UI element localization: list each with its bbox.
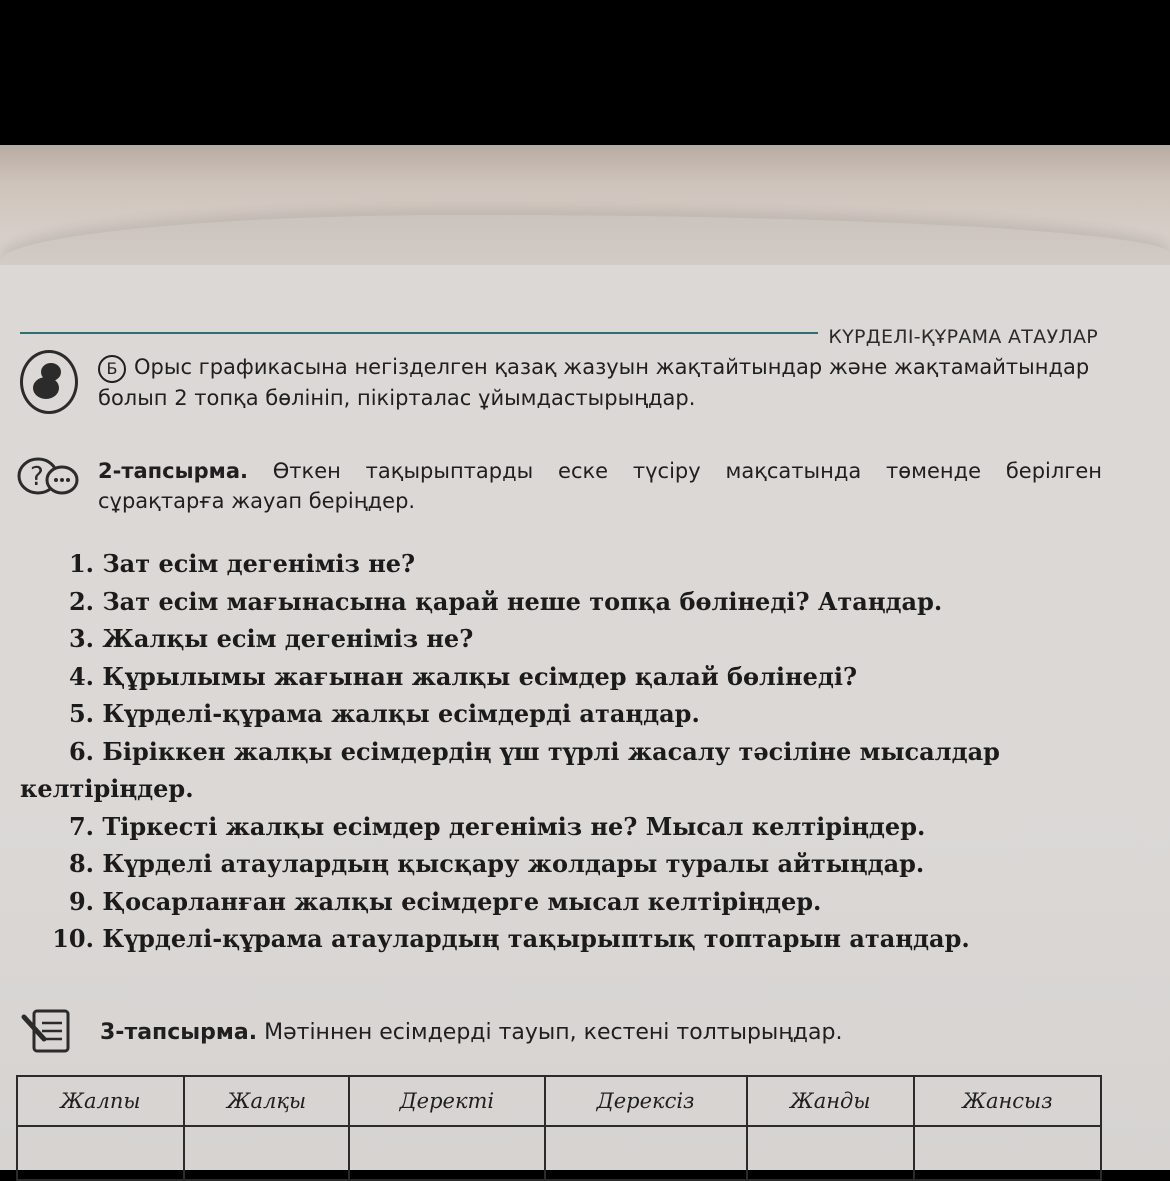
table-cell (17, 1126, 184, 1180)
question-list (20, 545, 1102, 958)
svg-text:?: ? (30, 462, 44, 492)
list-item: 3. Жалқы есім дегеніміз не? (68, 624, 474, 653)
table-cell (184, 1126, 349, 1180)
discussion-icon (20, 350, 78, 414)
task-2-text: Өткен тақырыптарды еске түсіру мақсатында төменде берілген сұрақтарға жауап беріңдер. (98, 459, 1102, 513)
table-header-row (17, 1076, 1101, 1126)
list-item: 1. Зат есім дегеніміз не? (68, 549, 416, 578)
classification-table (16, 1075, 1102, 1181)
task-2 (98, 456, 1102, 516)
task-3 (100, 1018, 1000, 1048)
list-item-continuation: келтіріңдер. (20, 774, 194, 803)
list-item: 9. Қосарланған жалқы есімдерге мысал келтіріңдер. (68, 886, 822, 916)
table-cell (545, 1126, 747, 1180)
task-3-label: 3-тапсырма. (100, 1020, 258, 1045)
table-header-cell: Жансыз (914, 1076, 1101, 1126)
table-header-cell: Жалпы (17, 1076, 184, 1126)
part-marker: Б (98, 355, 126, 383)
part-b-paragraph (98, 352, 1108, 413)
part-b-text: Орыс графикасына негізделген қазақ жазуын жақтайтындар және жақтамайтындар болып 2 топқа бөлініп, пікірталас ұйымдастырыңдар. (98, 355, 1090, 410)
notebook-pencil-icon (20, 1005, 72, 1057)
list-item: 10. Күрделі-құрама атаулардың тақырыптық топтарын атаңдар. (52, 924, 970, 953)
list-item: 6. Біріккен жалқы есімдердің үш түрлі жасалу тәсіліне мысалдар (68, 736, 1000, 766)
table-header-cell: Жалқы (184, 1076, 349, 1126)
list-item: 5. Күрделі-құрама жалқы есімдерді атаңдар. (68, 699, 700, 728)
table-header-cell: Жанды (747, 1076, 914, 1126)
table-header-cell: Дерексіз (545, 1076, 747, 1126)
table-header-cell: Деректі (349, 1076, 544, 1126)
section-title: КҮРДЕЛІ-ҚҰРАМА АТАУЛАР (818, 326, 1098, 348)
list-item: 2. Зат есім мағынасына қарай неше топқа бөлінеді? Атаңдар. (68, 586, 943, 616)
table-cell (747, 1126, 914, 1180)
list-item: 8. Күрделі атаулардың қысқару жолдары туралы айтыңдар. (68, 849, 925, 878)
table-row (17, 1126, 1101, 1180)
task-2-label: 2-тапсырма. (98, 459, 248, 483)
question-bubble-icon (16, 454, 80, 500)
table-cell (914, 1126, 1101, 1180)
table-cell (349, 1126, 544, 1180)
list-item: 7. Тіркесті жалқы есімдер дегеніміз не? Мысал келтіріңдер. (68, 811, 926, 841)
list-item: 4. Құрылымы жағынан жалқы есімдер қалай бөлінеді? (68, 661, 858, 691)
task-3-text: Мәтіннен есімдерді тауып, кестені толтырыңдар. (264, 1020, 843, 1045)
